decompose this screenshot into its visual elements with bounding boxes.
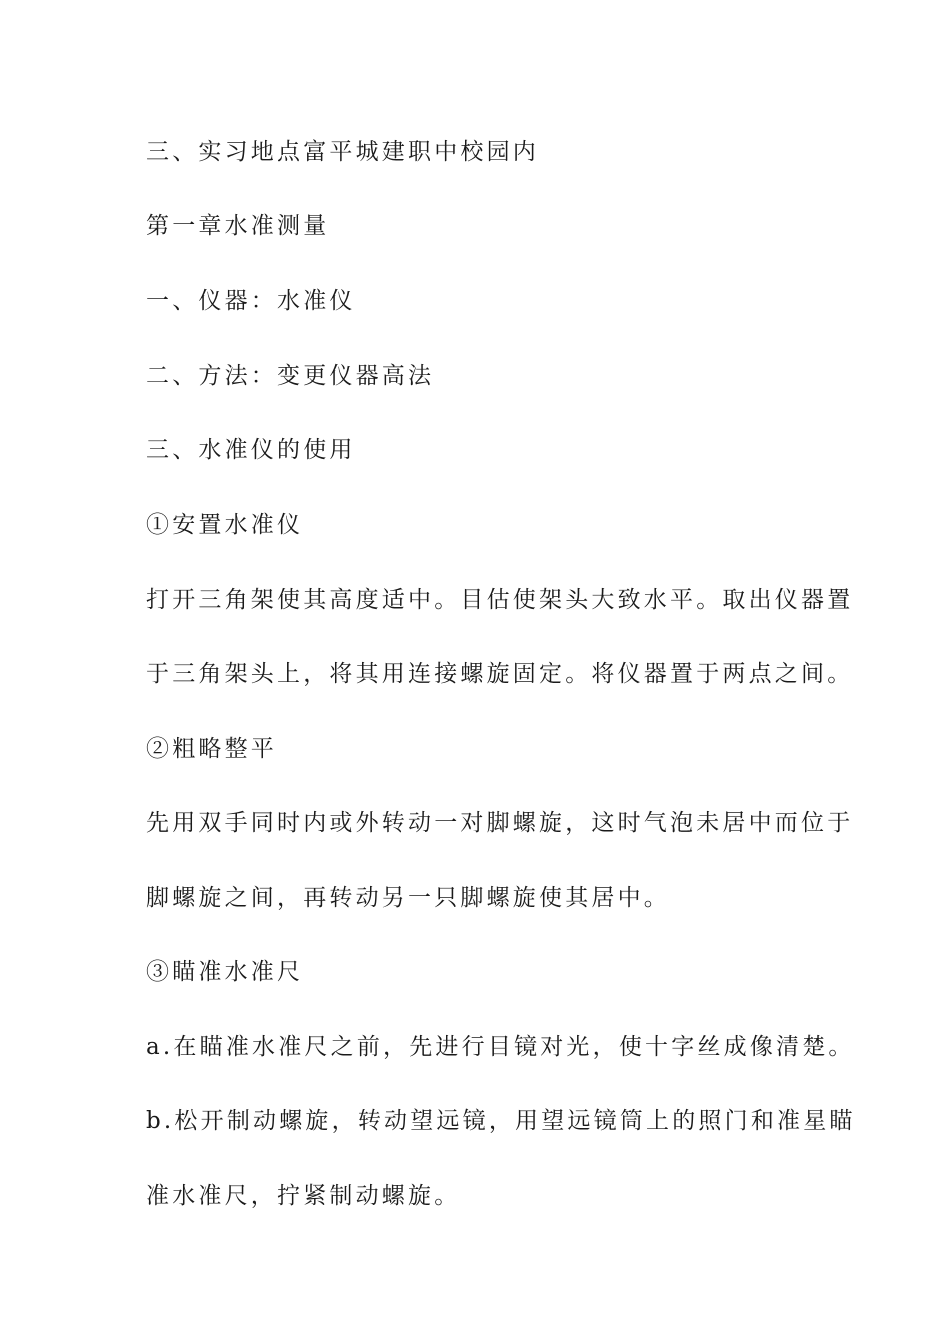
step-leveling-text-2: 脚螺旋之间，再转动另一只脚螺旋使其居中。 bbox=[146, 885, 670, 911]
section-instrument: 一、仪器：水准仪 bbox=[146, 288, 356, 314]
step-aiming-heading: ③瞄准水准尺 bbox=[146, 959, 304, 985]
step-aiming-b-2: 准水准尺，拧紧制动螺旋。 bbox=[146, 1183, 461, 1209]
step-setup-heading: ①安置水准仪 bbox=[146, 512, 304, 538]
step-setup-text-1: 打开三角架使其高度适中。目估使架头大致水平。取出仪器置 bbox=[146, 587, 854, 613]
step-aiming-b-1: b.松开制动螺旋，转动望远镜，用望远镜筒上的照门和准星瞄 bbox=[146, 1108, 856, 1134]
section-usage: 三、水准仪的使用 bbox=[146, 437, 356, 463]
step-aiming-a: a.在瞄准水准尺之前，先进行目镜对光，使十字丝成像清楚。 bbox=[146, 1034, 855, 1060]
chapter-title: 第一章水准测量 bbox=[146, 213, 330, 239]
section-method: 二、方法：变更仪器高法 bbox=[146, 363, 435, 389]
step-setup-text-2: 于三角架头上，将其用连接螺旋固定。将仪器置于两点之间。 bbox=[146, 661, 854, 687]
step-leveling-text-1: 先用双手同时内或外转动一对脚螺旋，这时气泡未居中而位于 bbox=[146, 810, 854, 836]
step-leveling-heading: ②粗略整平 bbox=[146, 736, 277, 762]
section-location: 三、实习地点富平城建职中校园内 bbox=[146, 139, 539, 165]
